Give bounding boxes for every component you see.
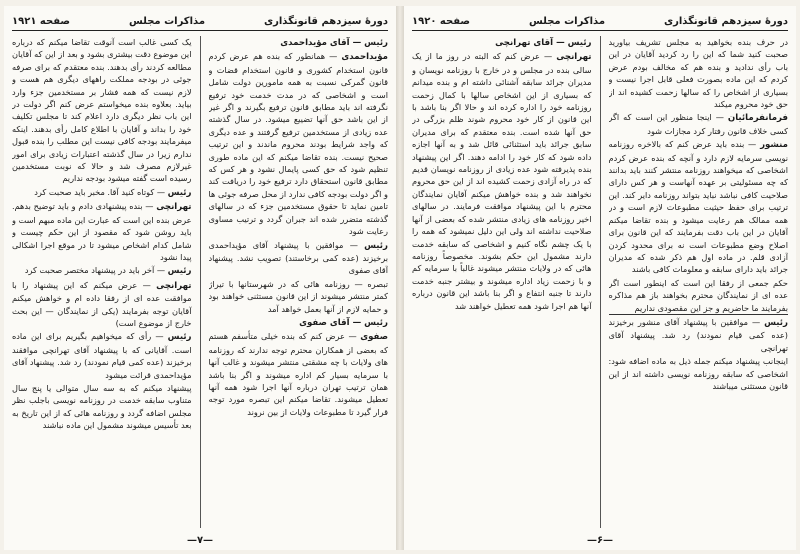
speaker-name: رئیس — آقای تهرانچی	[495, 38, 592, 48]
speech-text: — اینجا منظور این است که اگر کسی خلاف قانون رفتار کرد مجازات شود	[608, 112, 788, 136]
right-page-right-column	[609, 36, 789, 528]
left-page-right-column	[209, 36, 389, 528]
speaker-name: فرمانفرمائیان	[727, 113, 788, 124]
speaker-name: منشور	[760, 140, 788, 151]
speaker-name: رئیس	[167, 332, 192, 343]
right-running-head	[412, 12, 788, 31]
speech-text: — کوتاه کنید آقا. مخبر باید صحبت کرد	[34, 186, 166, 197]
right-header-title: دورهٔ سیزدهم قانونگذاری	[663, 15, 788, 27]
right-header-page-number: صفحه ۱۹۲۰	[412, 15, 471, 27]
speaker-name: رئیس	[167, 266, 192, 277]
speaker-name: صفوی	[360, 332, 388, 343]
speaker-name: مؤیداحمدی	[341, 52, 388, 63]
left-header-session: مذاکرات مجلس	[129, 15, 206, 27]
speech-text: — رأی که میخواهیم بگیریم برای این ماده است. آقایانی که با پیشنهاد آقای تهرانچی موافقند برخیزند (عده کمی قیام نمودند) رد شد. پیشنهاد آقای مؤیداحمدی قرائت میشود	[12, 331, 192, 380]
left-running-head	[12, 12, 388, 31]
right-page-folio: —۶—	[586, 535, 614, 546]
right-header-session: مذاکرات مجلس	[529, 15, 606, 27]
left-page-folio: —۷—	[186, 535, 214, 546]
left-page	[4, 6, 396, 550]
proposal-text: اینجانب پیشنهاد میکنم جمله ذیل به ماده اضافه شود: اشخاصی که سابقه روزنامه نویسی داشته اند از این قانون مستثنی میباشند	[608, 356, 788, 391]
speech-text: — بنده پیشنهادی دادم و باید توضیح بدهم. عرض بنده این است که عبارت این ماده مبهم است و باید روشن شود که مقصود از این حکم چیست و شامل کدام اشخاص میشود تا در موقع اجرا اشکالی پیدا نشود	[12, 201, 192, 262]
speaker-name: تهرانچی	[556, 52, 592, 63]
speech-text: — همانطور که بنده هم عرض کردم قانون استخدام کشوری و قانون استخدام قضات و قانون گمرکی نسبت به همه مامورین دولت شامل است و اشخاصی که در مدت خدمت خود ترفیع نگرفته اند باید مطابق قانون ترفیع بگیرند و اگر غیر از این باشد حق آنها تضییع میشود. در سال گذشته عده زیادی از مستخدمین ترفیع گرفتند و عده دیگری که واجد شرایط بودند محروم ماندند و این ترتیب صحیح نیست. بنده تقاضا میکنم که این ماده طوری تنظیم شود که حق کسی پایمال نشود و هر کس که مطابق قانون استحقاق دارد ترفیع خود را دریافت کند و اگر دولت بودجه کافی ندارد از محل صرفه جوئی ها تامین نماید تا حقوق مستخدمین جزء که در سالهای گذشته متضرر شده اند جبران گردد و ترتیب مساوی رعایت شود	[208, 51, 388, 237]
left-header-page-number: صفحه ۱۹۲۱	[12, 15, 71, 27]
left-page-left-column	[12, 36, 192, 528]
right-page-left-column	[412, 36, 592, 528]
speaker-name: تهرانچی	[156, 202, 192, 213]
proposal-text: پیشنهاد میکنم که به سه سال متوالی یا پنج سال متناوب سابقه خدمت در روزنامه نویسی باجلب نظر مجلس اضافه گردد و روزنامه هائی که از این تاریخ به بعد تأسیس میشوند مشمول این ماده نباشند	[12, 382, 192, 431]
speaker-name: رئیس	[364, 240, 388, 251]
book-gutter	[396, 6, 404, 550]
speech-text: — عرض کنم که بنده خیلی متأسفم هستم که بعضی از همکاران محترم توجه ندارند که روزنامه های ولایات با چه مشقتی منتشر میشوند و غالب آنها با سرمایه بسیار کم اداره میشوند و اگر بنا باشد همان ترتیب تهران درباره آنها اجرا شود همه آنها تعطیل میشوند. تقاضا میکنم این تبصره مورد توجه قرار گیرد تا مطبوعات ولایات از بین نروند	[208, 331, 388, 417]
speaker-name: رئیس	[764, 317, 788, 328]
speech-text: — بنده باید عرض کنم که بالاخره روزنامه نویسی سرمایه لازم دارد و آنچه که بنده عرض کردم اشخاصی که میخواهند روزنامه منتشر کنند باید بدانند که چه مسئولیتی بر عهده آنهاست و هر کس دارای صلاحیت کافی نباشد نباید بتواند روزنامه دایر کند. این ترتیب برای حفظ حیثیت مطبوعات لازم است و در همه ممالک هم رعایت میشود و بنده تقاضا میکنم آقایان در این باب دقت بفرمایند که این قانون برای اصلاح وضع مطبوعات است نه برای محدود کردن آزادی قلم. در ماده اول هم ذکر شده که مدیران جرائد باید دارای سابقه و معلومات کافی باشند	[608, 139, 788, 275]
speech-text: — عرض میکنم که این پیشنهاد را با موافقت عده ای از رفقا داده ام و خواهش میکنم آقایان توجه بفرمایند (یکی از نمایندگان — این بحث خارج از موضوع است)	[12, 279, 192, 328]
left-header-title: دورهٔ سیزدهم قانونگذاری	[263, 15, 388, 27]
column-divider	[600, 36, 601, 528]
proposal-text: تبصره — روزنامه هائی که در شهرستانها با تیراژ کمتر منتشر میشوند از این قانون مستثنی خواهند بود و حمایه لازم از آنها بعمل خواهد آمد	[208, 278, 388, 314]
speaker-name: تهرانچی	[156, 280, 192, 291]
right-page	[404, 6, 796, 550]
speech-text: حکم جمعی از رفقا این است که اینطور است اگر عده ای از نمایندگان محترم بخواهند باز هم مذاکره بفرمایند ما حاضریم و جز این مقصودی نداریم	[608, 277, 788, 313]
speech-text: یک کسی غالب است آنوقت تقاضا میکنم که درباره این موضوع دقت بیشتری بشود و بعد از این که آقایان مطالعه کردند رأی بدهند. بنده معتقدم که برای صرفه جوئی در بودجه مملکت راههای دیگری هم هست و لازم نیست که همه فشار بر مستخدمین جزء وارد بیاید. بعلاوه بنده میخواستم عرض کنم اگر دولت در این باب نظر دیگری دارد اعلام کند تا مجلس تکلیف خود را بداند و آقایان با اطلاع کامل رأی بدهند. اینکه میفرمایند بودجه کافی نیست این مطلب را بنده قبول ندارم زیرا در سال گذشته اعتبارات زیادی برای امور غیرلازم مصرف شد و حالا که نوبت مستخدمین رسیده است گفته میشود بودجه نداریم	[12, 37, 192, 184]
speaker-name: رئیس — آقای صفوی	[299, 317, 388, 328]
speaker-name: رئیس	[167, 187, 192, 198]
speech-text: — موافقین با پیشنهاد آقای منشور برخیزند (عده کمی قیام نمودند) رد شد. پیشنهاد آقای تهرانچی	[608, 316, 788, 353]
speech-text: در حرف بنده بخواهید به مجلس تشریف بیاورید صحبت کنید شما که این را رد کردید آقایان در این باب رأی ندادید و بنده هم که مخالف بودم عرض کردم که این ماده بصورت فعلی قابل اجرا نیست و بسیاری از اشخاص را که سالها زحمت کشیده اند از حق خود محروم میکند	[608, 37, 788, 110]
speech-text: — عرض کنم که البته در روز ما از یک سالی بنده در مجلس و در خارج با روزنامه نویسان و مدیران جرائد سابقه آشنائی داشته ام و بنده میدانم که بسیاری از این اشخاص سالها با کمال زحمت روزنامه خود را اداره کرده اند و حالا اگر بنا باشد با این قانون از کار خود محروم شوند ظلم بزرگی در حق آنها شده است. بنده معتقدم که برای مدیران سابق جرائد باید استثنائی قائل شد و به آنها اجازه داده شود که کار خود را ادامه دهند. اگر این پیشنهاد بنده پذیرفته شود عده زیادی از روزنامه نویسان قدیم که در راه آزادی زحمت کشیده اند از این حق محروم نخواهند شد و بنده خواهش میکنم آقایان نمایندگان محترم با این پیشنهاد موافقت فرمایند. در سالهای اخیر روزنامه های زیادی منتشر شده که بعضی از آنها صلاحیت نداشته اند ولی این دلیل نمیشود که همه را با یک چشم نگاه کنیم و اشخاصی که سابقه خدمت دارند مشمول این حکم بشوند. مخصوصاً روزنامه هائی که در ولایات منتشر میشوند غالباً با سرمایه کم و با زحمت زیاد اداره میشوند و بیشتر جنبه خدمت دارند تا جنبه انتفاع و اگر بنا باشد این قانون درباره آنها هم اجرا شود همه تعطیل خواهند شد	[412, 51, 592, 311]
speaker-name: رئیس — آقای مؤیداحمدی	[280, 38, 388, 48]
speech-text: — آخر باید در پیشنهاد مختصر صحبت کرد	[24, 265, 166, 276]
speech-text: — موافقین با پیشنهاد آقای مؤیداحمدی برخیزند (عده کمی برخاستند) تصویب نشد. پیشنهاد آقای صفوی	[208, 239, 388, 276]
column-divider	[200, 36, 201, 528]
